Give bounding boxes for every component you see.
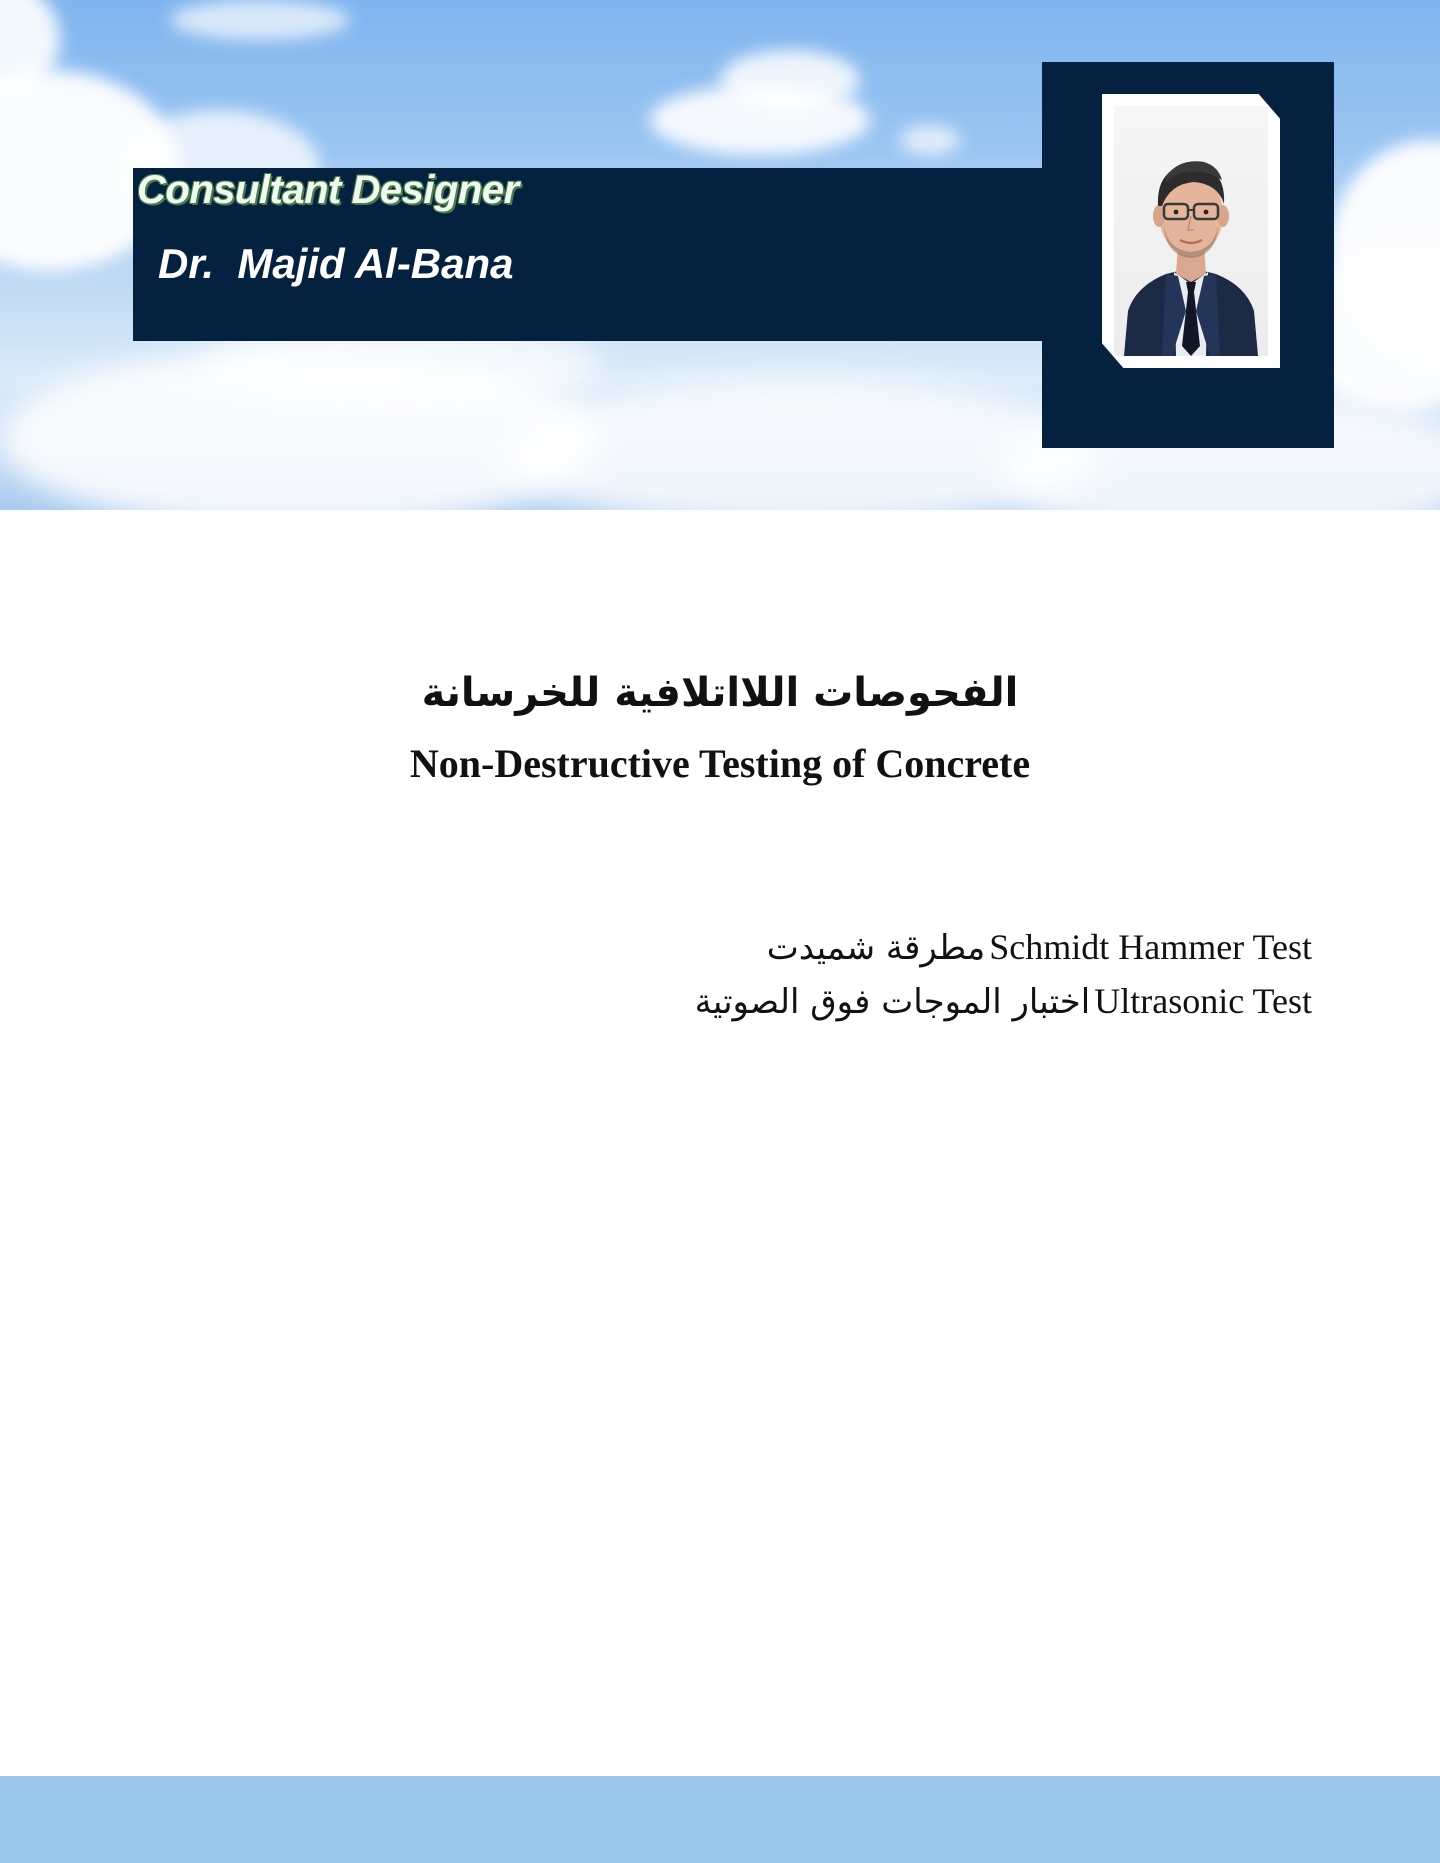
topic-item <box>500 920 1312 974</box>
topic-list <box>500 920 1312 1028</box>
topic-english: Schmidt Hammer Test <box>989 927 1312 967</box>
topic-arabic: اختبار الموجات فوق الصوتية <box>694 982 1091 1022</box>
cloud-shape <box>170 0 350 40</box>
document-title-english: Non-Destructive Testing of Concrete <box>409 741 1031 786</box>
cloud-shape <box>900 125 960 155</box>
role-title: Consultant Designer <box>137 168 519 212</box>
portrait-photo <box>1114 106 1268 356</box>
topic-english: Ultrasonic Test <box>1094 981 1312 1021</box>
document-title-arabic: الفحوصات اللااتلافية للخرسانة <box>421 670 1019 716</box>
photo-panel <box>1042 62 1334 448</box>
portrait-photo-frame <box>1102 94 1280 368</box>
person-name: Dr. Majid Al-Bana <box>158 240 514 287</box>
topic-arabic: مطرقة شميدت <box>766 928 986 968</box>
footer-band <box>0 1776 1440 1863</box>
cloud-shape <box>720 50 860 110</box>
topic-item <box>500 974 1312 1028</box>
